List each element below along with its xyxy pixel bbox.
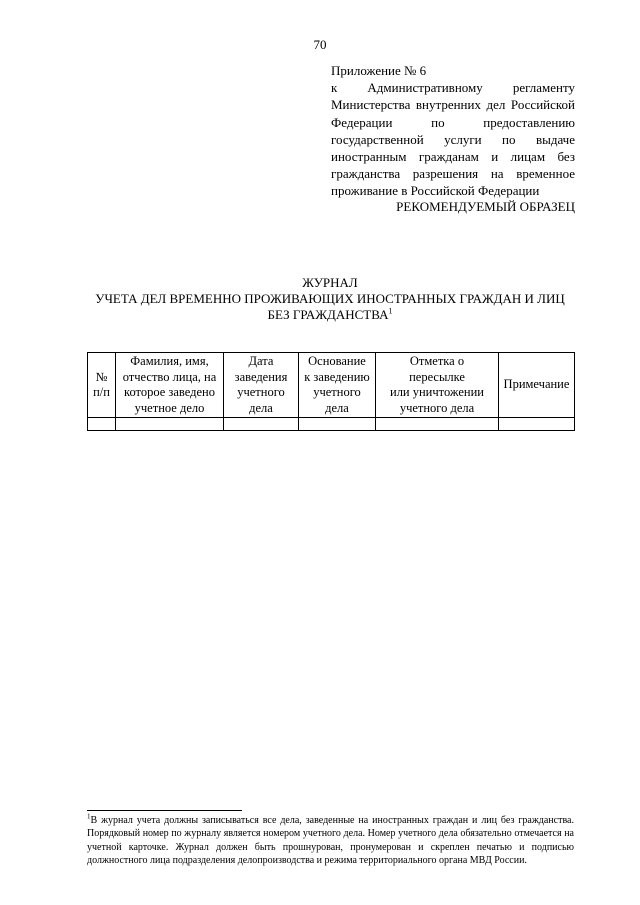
table-header-row [88,353,575,418]
header-forwarding-mark: Отметка о пересылке или уничтожении учетного дела [376,353,499,418]
header-full-name: Фамилия, имя, отчество лица, на которое заведено учетное дело [116,353,224,418]
appendix-block [331,62,575,200]
appendix-line: иностранным гражданам и лицам без [331,149,575,165]
header-date-opened: Дата заведения учетного дела [224,353,299,418]
journal-title [60,275,600,323]
appendix-line: государственной услуги по выдаче [331,131,575,147]
journal-title-line3-text: БЕЗ ГРАЖДАНСТВА [267,307,389,322]
table-cell [299,418,376,431]
journal-table [87,352,575,431]
footnote-text: В журнал учета должны записываться все дела, заведенные на иностранных граждан и лиц без гражданства. Порядковый номер по журналу является номером учетного дела. Номер учетного дела обязательно отмечается на учетной карточке. Журнал должен быть прошнурован, пронумерован и скреплен печатью и подписью должностного лица подразделения делопроизводства и режима территориального органа МВД России. [87,815,574,866]
table-cell [116,418,224,431]
journal-title-line3 [60,307,600,323]
table-cell [499,418,575,431]
journal-title-line1: ЖУРНАЛ [302,275,358,290]
table-cell [224,418,299,431]
page-number: 70 [313,37,327,52]
table-cell [88,418,116,431]
header-note: Примечание [499,353,575,418]
recommended-sample-label: РЕКОМЕНДУЕМЫЙ ОБРАЗЕЦ [396,199,575,214]
appendix-line: Приложение № 6 [331,63,427,78]
footnote-ref: 1 [388,306,393,316]
header-basis: Основание к заведению учетного дела [299,353,376,418]
footnote-mark: 1 [87,812,91,821]
footnote-separator [87,810,242,811]
table-cell [376,418,499,431]
appendix-line: проживание в Российской Федерации [331,183,540,199]
appendix-line: Министерства внутренних дел Российской [331,97,575,113]
table-row [88,418,575,431]
appendix-line: гражданства разрешения на временное [331,166,575,182]
journal-title-line2: УЧЕТА ДЕЛ ВРЕМЕННО ПРОЖИВАЮЩИХ ИНОСТРАННЫХ ГРАЖДАН И ЛИЦ [95,291,565,306]
header-number: № п/п [88,353,116,418]
footnote [87,814,574,867]
appendix-line: к Административному регламенту [331,80,575,96]
appendix-line: Федерации по предоставлению [331,114,575,130]
